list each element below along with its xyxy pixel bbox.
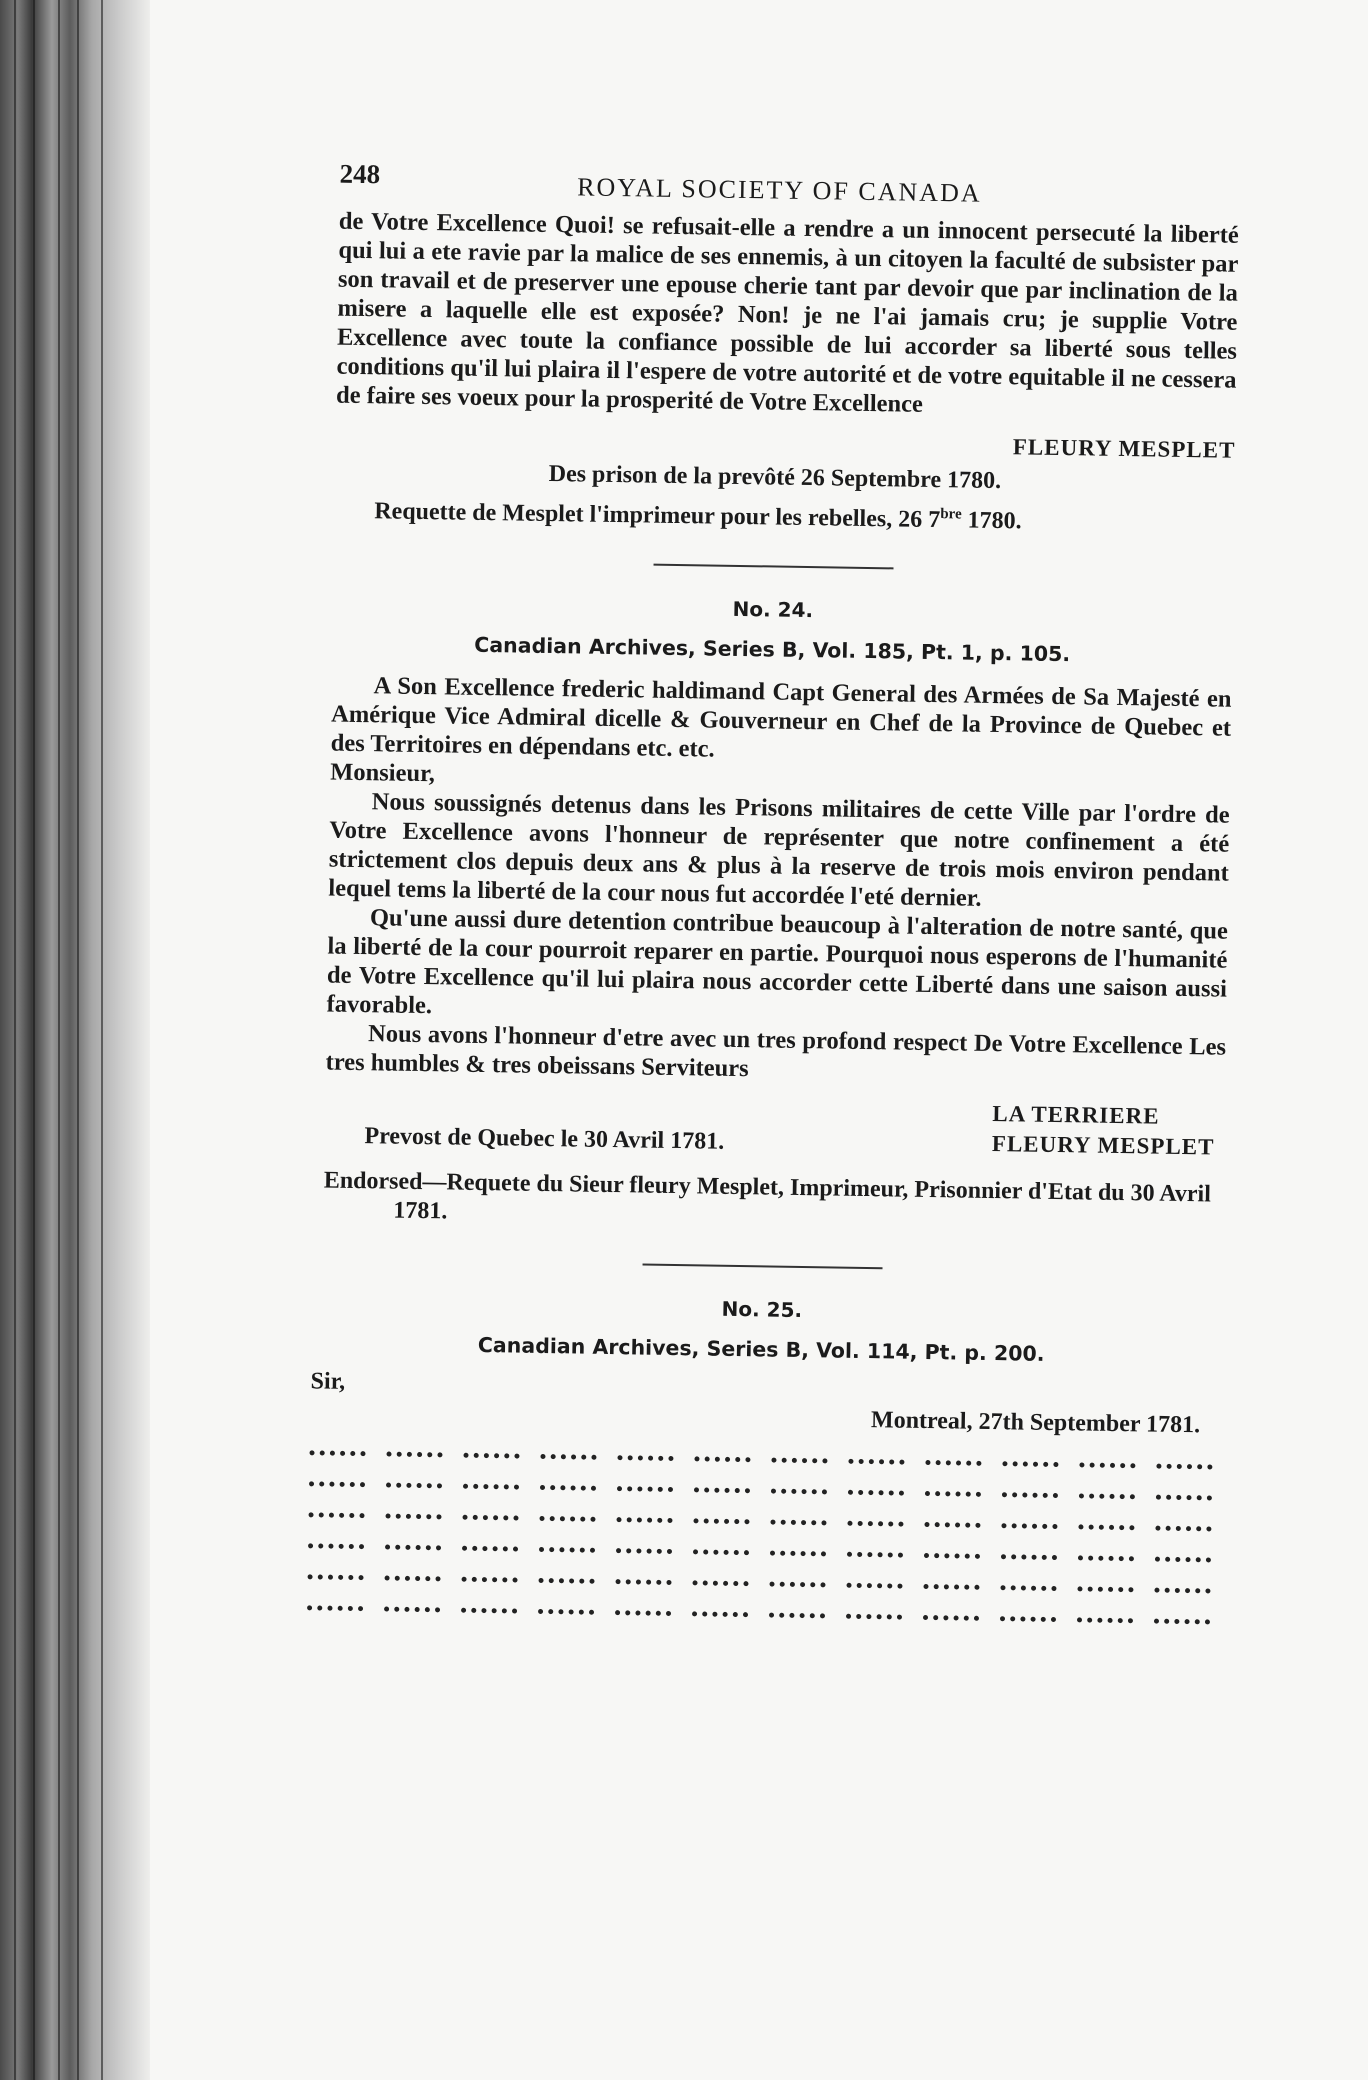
omission-dots-group xyxy=(1155,1512,1211,1532)
omission-dots-group xyxy=(694,1442,750,1462)
document-24-dateline: Prevost de Quebec le 30 Avril 1781. xyxy=(364,1123,725,1155)
omission-dots-group xyxy=(617,1441,673,1461)
document-24-paragraph: Nous soussignés detenus dans les Prisons militaires de cette Ville par l'ordre de Votre Excellence avons l'honneur de représenter que notre confinement a été strictement clos depuis deux ans & plus à la reserve de trois mois environ pendant lequel tems la liberté de la cour nous fut accordée l'eté dernier. xyxy=(328,788,1230,912)
omission-dots-group xyxy=(1156,1450,1212,1470)
omission-dots-group xyxy=(463,1501,519,1521)
omission-dots-group xyxy=(386,1500,442,1520)
document-24-paragraph: Qu'une aussi dure detention contribue beaucoup à l'alteration de notre santé, que la liberté de la cour pourroit reparer en partie. Pourquoi nous esperons de l'humanité de Votre Excellence qu'il lui plaira nous accorder cette Liberté dans une saison aussi favorable. xyxy=(326,904,1229,1020)
section-divider xyxy=(654,564,894,570)
omission-dots-group xyxy=(925,1477,981,1497)
running-title: ROYAL SOCIETY OF CANADA xyxy=(576,172,982,208)
omission-dots-group xyxy=(769,1568,825,1588)
document-25-salutation: Sir, xyxy=(310,1368,346,1395)
document-24-signature-block xyxy=(284,1088,1245,1167)
document-source-25: Canadian Archives, Series B, Vol. 114, Pt. p. 200. xyxy=(477,1332,1045,1366)
omission-dots-group xyxy=(385,1562,441,1582)
document-source-24: Canadian Archives, Series B, Vol. 185, Pt. 1, p. 105. xyxy=(474,632,1071,667)
omission-dots-group xyxy=(1002,1447,1058,1467)
letter-continued-text: de Votre Excellence Quoi! se refusait-elle a rendre a un innocent persecuté la liberté qui lui a ete ravie par la malice de ses ennemis, à un citoyen la faculté de subsister par son travail et de preserver une epouse cherie tant par devoir que par inclination de la misere a laquelle elle est exposée? Non! je ne l'ai jamais cru; je supplie Votre Excellence avec toute la confiance possible de lui accorder sa liberté sous telles conditions qu'il lui plaira il l'espere de votre autorité et de votre equitable il ne cessera de faire ses voeux pour la prosperité de Votre Excellence xyxy=(335,207,1239,418)
omission-dots-group xyxy=(616,1503,672,1523)
omission-dots-group xyxy=(846,1600,902,1620)
document-number-25: No. 25. xyxy=(721,1296,803,1323)
omission-dots-group xyxy=(771,1444,827,1464)
omission-dots-group xyxy=(540,1471,596,1491)
letter-continued xyxy=(336,207,1239,424)
document-24-endorsement: Endorsed—Requete du Sieur fleury Mesplet, Imprimeur, Prisonnier d'Etat du 30 Avril 1781. xyxy=(323,1167,1212,1225)
omission-dots xyxy=(307,1436,1240,1637)
letter-note-year: 1780. xyxy=(961,507,1022,535)
omission-dots-group xyxy=(925,1446,981,1466)
omission-dots-group xyxy=(924,1539,980,1559)
document-24-address: A Son Excellence frederic haldimand Capt General des Armées de Sa Majesté en Amérique Vice Admiral dicelle & Gouverneur en Chef de la Province de Quebec et des Territoires en dépendans etc. etc. xyxy=(330,672,1232,763)
omission-dots-group xyxy=(309,1498,365,1518)
omission-dots-group xyxy=(1156,1481,1212,1501)
omission-dots-group xyxy=(923,1601,979,1621)
omission-dots-group xyxy=(1000,1602,1056,1622)
omission-dots-group xyxy=(385,1531,441,1551)
omission-dots-group xyxy=(386,1469,442,1489)
omission-dots-group xyxy=(771,1475,827,1495)
omission-dots-group xyxy=(616,1565,672,1585)
omission-dots-group xyxy=(692,1597,748,1617)
omission-dots-group xyxy=(616,1534,672,1554)
omission-dots-group xyxy=(540,1440,596,1460)
omission-dots-group xyxy=(1154,1605,1210,1625)
omission-dots-group xyxy=(463,1470,519,1490)
omission-dots-group xyxy=(462,1532,518,1552)
letter-note-superscript: bre xyxy=(940,506,962,523)
omission-dots-group xyxy=(308,1529,364,1549)
omission-dots-group xyxy=(1077,1572,1133,1592)
omission-dots-group xyxy=(1155,1543,1211,1563)
signature-fleury-mesplet: FLEURY MESPLET xyxy=(991,1130,1215,1160)
omission-dots-group xyxy=(693,1566,749,1586)
omission-dots-group xyxy=(848,1445,904,1465)
book-binding-edge xyxy=(0,0,150,2080)
letter-note-text: Requette de Mesplet l'imprimeur pour les rebelles, 26 7 xyxy=(374,498,941,534)
signature-fleury-mesplet: FLEURY MESPLET xyxy=(1012,434,1236,463)
section-divider xyxy=(643,1264,883,1270)
omission-dots-group xyxy=(923,1570,979,1590)
omission-dots-group xyxy=(617,1472,673,1492)
omission-dots-group xyxy=(847,1538,903,1558)
omission-dots-group xyxy=(770,1506,826,1526)
omission-dots-group xyxy=(769,1599,825,1619)
omission-dots-group xyxy=(615,1596,671,1616)
omission-dots-group xyxy=(309,1436,365,1456)
document-number-24: No. 24. xyxy=(732,596,814,623)
omission-dots-group xyxy=(1077,1603,1133,1623)
omission-dots-group xyxy=(307,1591,363,1611)
omission-dots-group xyxy=(539,1533,595,1553)
omission-dots-group xyxy=(1078,1510,1134,1530)
omission-dots-group xyxy=(539,1502,595,1522)
omission-dots-group xyxy=(461,1594,517,1614)
omission-dots-group xyxy=(693,1535,749,1555)
omission-dots-group xyxy=(770,1537,826,1557)
omission-dots-group xyxy=(308,1560,364,1580)
page-number: 248 xyxy=(339,158,381,190)
document-24-closing: Nous avons l'honneur d'etre avec un tres profond respect De Votre Excellence Les tres humbles & tres obeissans Serviteurs xyxy=(325,1020,1227,1083)
omission-dots-group xyxy=(1002,1478,1058,1498)
omission-dots-group xyxy=(1001,1509,1057,1529)
document-24-signatures xyxy=(992,1099,1215,1162)
omission-dots-group xyxy=(846,1569,902,1589)
letter-note xyxy=(374,497,1254,539)
omission-dots-group xyxy=(539,1564,595,1584)
omission-dots-group xyxy=(463,1439,519,1459)
omission-dots-group xyxy=(1154,1574,1210,1594)
omission-dots-group xyxy=(847,1507,903,1527)
omission-dots-group xyxy=(924,1508,980,1528)
omission-dots-group xyxy=(309,1467,365,1487)
omission-dots-group xyxy=(848,1476,904,1496)
omission-dots-group xyxy=(1079,1479,1135,1499)
omission-dots-group xyxy=(694,1473,750,1493)
omission-dots-group xyxy=(538,1595,594,1615)
document-25-heading xyxy=(280,1368,1241,1445)
omission-dots-group xyxy=(1001,1540,1057,1560)
document-24-salutation: Monsieur, xyxy=(330,758,436,788)
document-24-body xyxy=(325,671,1231,1091)
letter-dateline: Des prison de la prevôté 26 Septembre 1780. xyxy=(548,460,1002,495)
omission-dots-group xyxy=(693,1504,749,1524)
document-25-dateline: Montreal, 27th September 1781. xyxy=(870,1407,1201,1439)
omission-dots-group xyxy=(462,1563,518,1583)
omission-dots-group xyxy=(384,1593,440,1613)
omission-dots-group xyxy=(1079,1448,1135,1468)
omission-dots-group xyxy=(386,1438,442,1458)
omission-dots-group xyxy=(1078,1541,1134,1561)
signature-la-terriere: LA TERRIERE xyxy=(992,1100,1160,1129)
page-body xyxy=(277,150,1260,1637)
omission-dots-group xyxy=(1000,1571,1056,1591)
